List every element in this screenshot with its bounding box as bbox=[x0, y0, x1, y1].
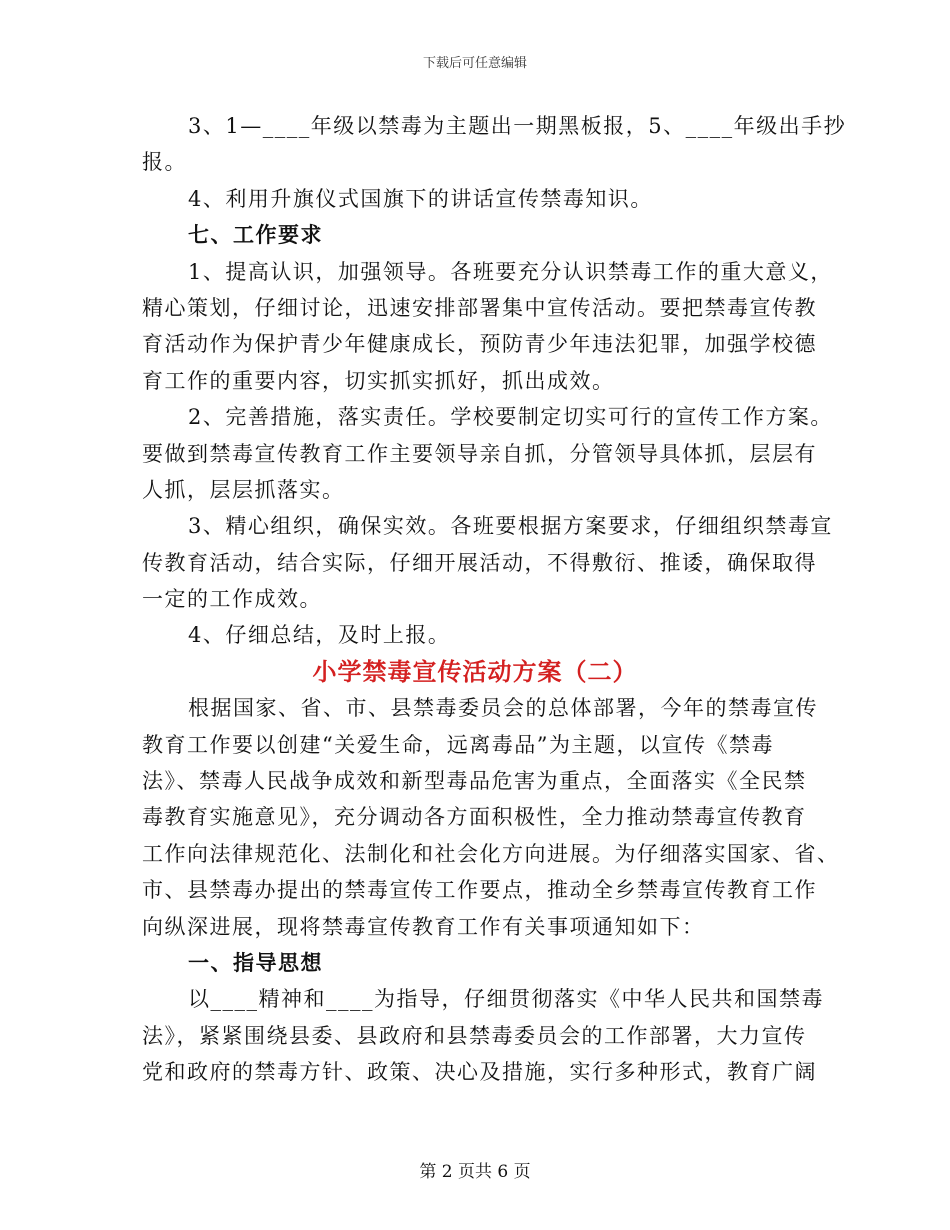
text-line: 要做到禁毒宣传教育工作主要领导亲自抓，分管领导具体抓，层层有 bbox=[142, 441, 817, 466]
text-line: 3、精心组织，确保实效。各班要根据方案要求，仔细组织禁毒宣 bbox=[188, 514, 833, 539]
text-line: 党和政府的禁毒方针、政策、决心及措施，实行多种形式，教育广阔 bbox=[142, 1060, 817, 1085]
text-line: 向纵深进展，现将禁毒宣传教育工作有关事项通知如下： bbox=[142, 914, 705, 939]
page-footer: 第 2 页共 6 页 bbox=[419, 1162, 531, 1182]
section-title: 小学禁毒宣传活动方案（二） bbox=[312, 656, 638, 686]
text-line: 精心策划，仔细讨论，迅速安排部署集中宣传活动。要把禁毒宣传教 bbox=[142, 295, 817, 320]
text-line: 市、县禁毒办提出的禁毒宣传工作要点，推动全乡禁毒宣传教育工作 bbox=[142, 878, 817, 903]
text-line: 2、完善措施，落实责任。学校要制定切实可行的宣传工作方案。 bbox=[188, 405, 833, 430]
text-line: 教育工作要以创建“关爱生命，远离毒品”为主题，以宣传《禁毒 bbox=[142, 732, 774, 757]
text-line: 4、仔细总结，及时上报。 bbox=[188, 623, 451, 648]
text-line: 根据国家、省、市、县禁毒委员会的总体部署，今年的禁毒宣传 bbox=[188, 696, 818, 721]
text-line: 育工作的重要内容，切实抓实抓好，抓出成效。 bbox=[142, 368, 615, 393]
section-heading: 七、工作要求 bbox=[188, 222, 323, 248]
text-line: 法》，紧紧围绕县委、县政府和县禁毒委员会的工作部署，大力宣传 bbox=[142, 1023, 807, 1048]
text-line: 毒教育实施意见》，充分调动各方面积极性，全力推动禁毒宣传教育 bbox=[142, 805, 807, 830]
document-body bbox=[142, 108, 847, 1091]
text-line: 1、提高认识，加强领导。各班要充分认识禁毒工作的重大意义， bbox=[188, 259, 833, 284]
page-header: 下载后可任意编辑 bbox=[422, 56, 527, 71]
text-line: 一定的工作成效。 bbox=[142, 587, 322, 612]
text-line: 3、1—____年级以禁毒为主题出一期黑板报，5、____年级出手抄 bbox=[188, 114, 847, 138]
text-line: 法》、禁毒人民战争成效和新型毒品危害为重点，全面落实《全民禁 bbox=[142, 769, 807, 794]
section-heading: 一、指导思想 bbox=[188, 949, 323, 975]
text-line: 4、利用升旗仪式国旗下的讲话宣传禁毒知识。 bbox=[188, 186, 653, 211]
text-line: 报。 bbox=[142, 150, 187, 175]
text-line: 育活动作为保护青少年健康成长，预防青少年违法犯罪，加强学校德 bbox=[142, 332, 817, 357]
text-line: 以____精神和____为指导，仔细贯彻落实《中华人民共和国禁毒 bbox=[188, 987, 824, 1012]
text-line: 人抓，层层抓落实。 bbox=[142, 477, 345, 502]
text-line: 工作向法律规范化、法制化和社会化方向进展。为仔细落实国家、省、 bbox=[142, 841, 840, 866]
text-line: 传教育活动，结合实际，仔细开展活动，不得敷衍、推诿，确保取得 bbox=[142, 550, 817, 575]
